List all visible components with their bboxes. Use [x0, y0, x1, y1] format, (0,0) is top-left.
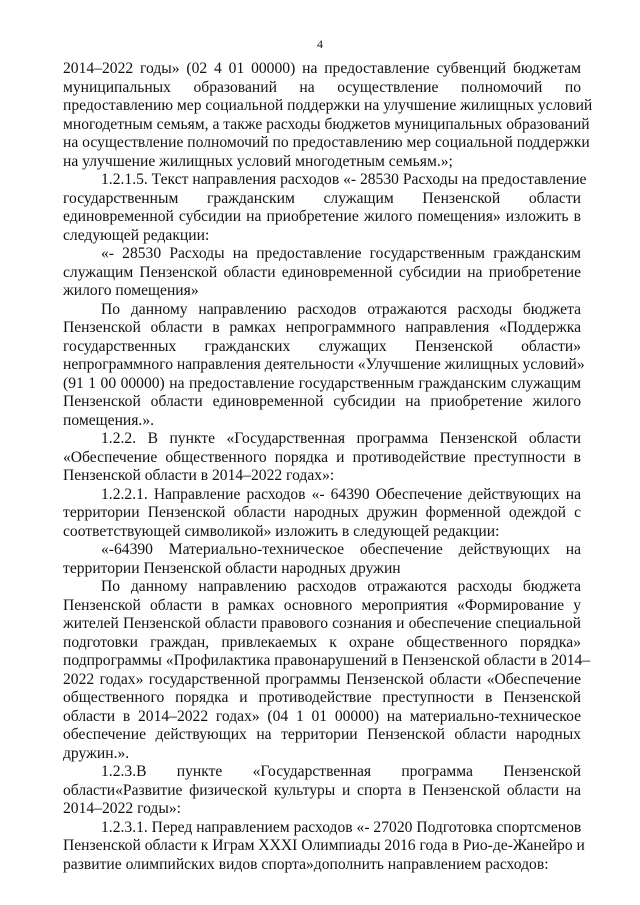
text-line: «-64390 Материально-техническое обеспечение действующих на [101, 541, 581, 558]
text-line: Пензенской области в 2014–2022 годах»: [63, 467, 335, 484]
text-line: служащим Пензенской области единовременной субсидии на приобретение [63, 263, 581, 281]
text-line: предоставлению мер социальной поддержки на улучшение жилищных условий [63, 97, 593, 114]
text-line: подпрограммы «Профилактика правонарушений в Пензенской области в 2014– [63, 652, 591, 669]
text-line: соответствующей символикой» изложить в следующей редакции: [63, 522, 500, 540]
page-number: 4 [317, 37, 323, 51]
text-line: Пензенской области к Играм XXXI Олимпиады 2016 года в Рио-де-Жанейро и [63, 837, 585, 854]
text-line: 1.2.3.1. Перед направлением расходов «- 27020 Подготовка спортсменов [101, 818, 582, 836]
text-line: Пензенской области единовременной субсидии на приобретение жилого [63, 393, 581, 410]
text-line: на осуществление полномочий по предоставлению мер социальной поддержки [63, 134, 590, 151]
text-line: общественного порядка и противодействие преступности в Пензенской [63, 689, 581, 706]
text-line: «Обеспечение общественного порядка и противодействие преступности в [63, 448, 581, 466]
text-line: области«Развитие физической культуры и спорта в Пензенской области на [63, 781, 581, 799]
text-line: 2022 годах» государственной программы Пензенской области «Обеспечение [63, 670, 581, 688]
text-line: на улучшение жилищных условий многодетным семьям.»; [63, 152, 453, 170]
text-line: Пензенской области в рамках непрограммного направления «Поддержка [63, 319, 581, 336]
text-line: 2014–2022 годы»: [63, 800, 181, 817]
text-line: 2014–2022 годы» (02 4 01 00000) на предоставление субвенций бюджетам [63, 60, 581, 77]
text-line: По данному направлению расходов отражаются расходы бюджета [101, 578, 581, 595]
text-line: 1.2.2.1. Направление расходов «- 64390 Обеспечение действующих на [101, 485, 581, 503]
document-body [63, 60, 593, 874]
text-line: жителей Пензенской области правового сознания и обеспечение специальной [63, 615, 581, 632]
text-line: Пензенской области в рамках основного мероприятия «Формирование у [63, 596, 581, 614]
text-line: территории Пензенской области народных дружин [63, 559, 401, 577]
text-line: государственным гражданским служащим Пензенской области [63, 189, 581, 207]
text-line: 1.2.1.5. Текст направления расходов «- 28530 Расходы на предоставление [101, 171, 587, 188]
text-line: государственных гражданских служащих Пензенской области» [63, 337, 581, 355]
text-line: следующей редакции: [63, 226, 210, 244]
text-line: «- 28530 Расходы на предоставление государственным гражданским [101, 245, 581, 262]
text-line: подготовки граждан, привлекаемых к охране общественного порядка» [63, 633, 581, 651]
text-line: жилого помещения» [63, 282, 199, 299]
text-line: (91 1 00 00000) на предоставление государственным гражданским служащим [63, 374, 581, 392]
text-line: помещения.». [63, 411, 155, 429]
text-line: многодетным семьям, а также расходы бюджетов муниципальных образований [63, 115, 590, 133]
text-line: обеспечение действующих на территории Пензенской области народных [63, 726, 581, 743]
text-line: муниципальных образований на осуществление полномочий по [63, 78, 581, 96]
text-line: развитие олимпийских видов спорта»дополнить направлением расходов: [63, 855, 549, 873]
text-line: непрограммного направления деятельности «Улучшение жилищных условий» [63, 356, 585, 373]
text-line: единовременной субсидии на приобретение жилого помещения» изложить в [63, 208, 581, 225]
text-line: области в 2014–2022 годах» (04 1 01 00000) на материально-техническое [63, 707, 581, 725]
text-line: 1.2.3.В пункте «Государственная программа Пензенской [101, 763, 581, 780]
text-line: территории Пензенской области народных дружин форменной одеждой с [63, 504, 581, 521]
text-line: дружин.». [63, 744, 130, 762]
text-line: 1.2.2. В пункте «Государственная программа Пензенской области [101, 430, 581, 447]
text-line: По данному направлению расходов отражаются расходы бюджета [101, 300, 581, 318]
